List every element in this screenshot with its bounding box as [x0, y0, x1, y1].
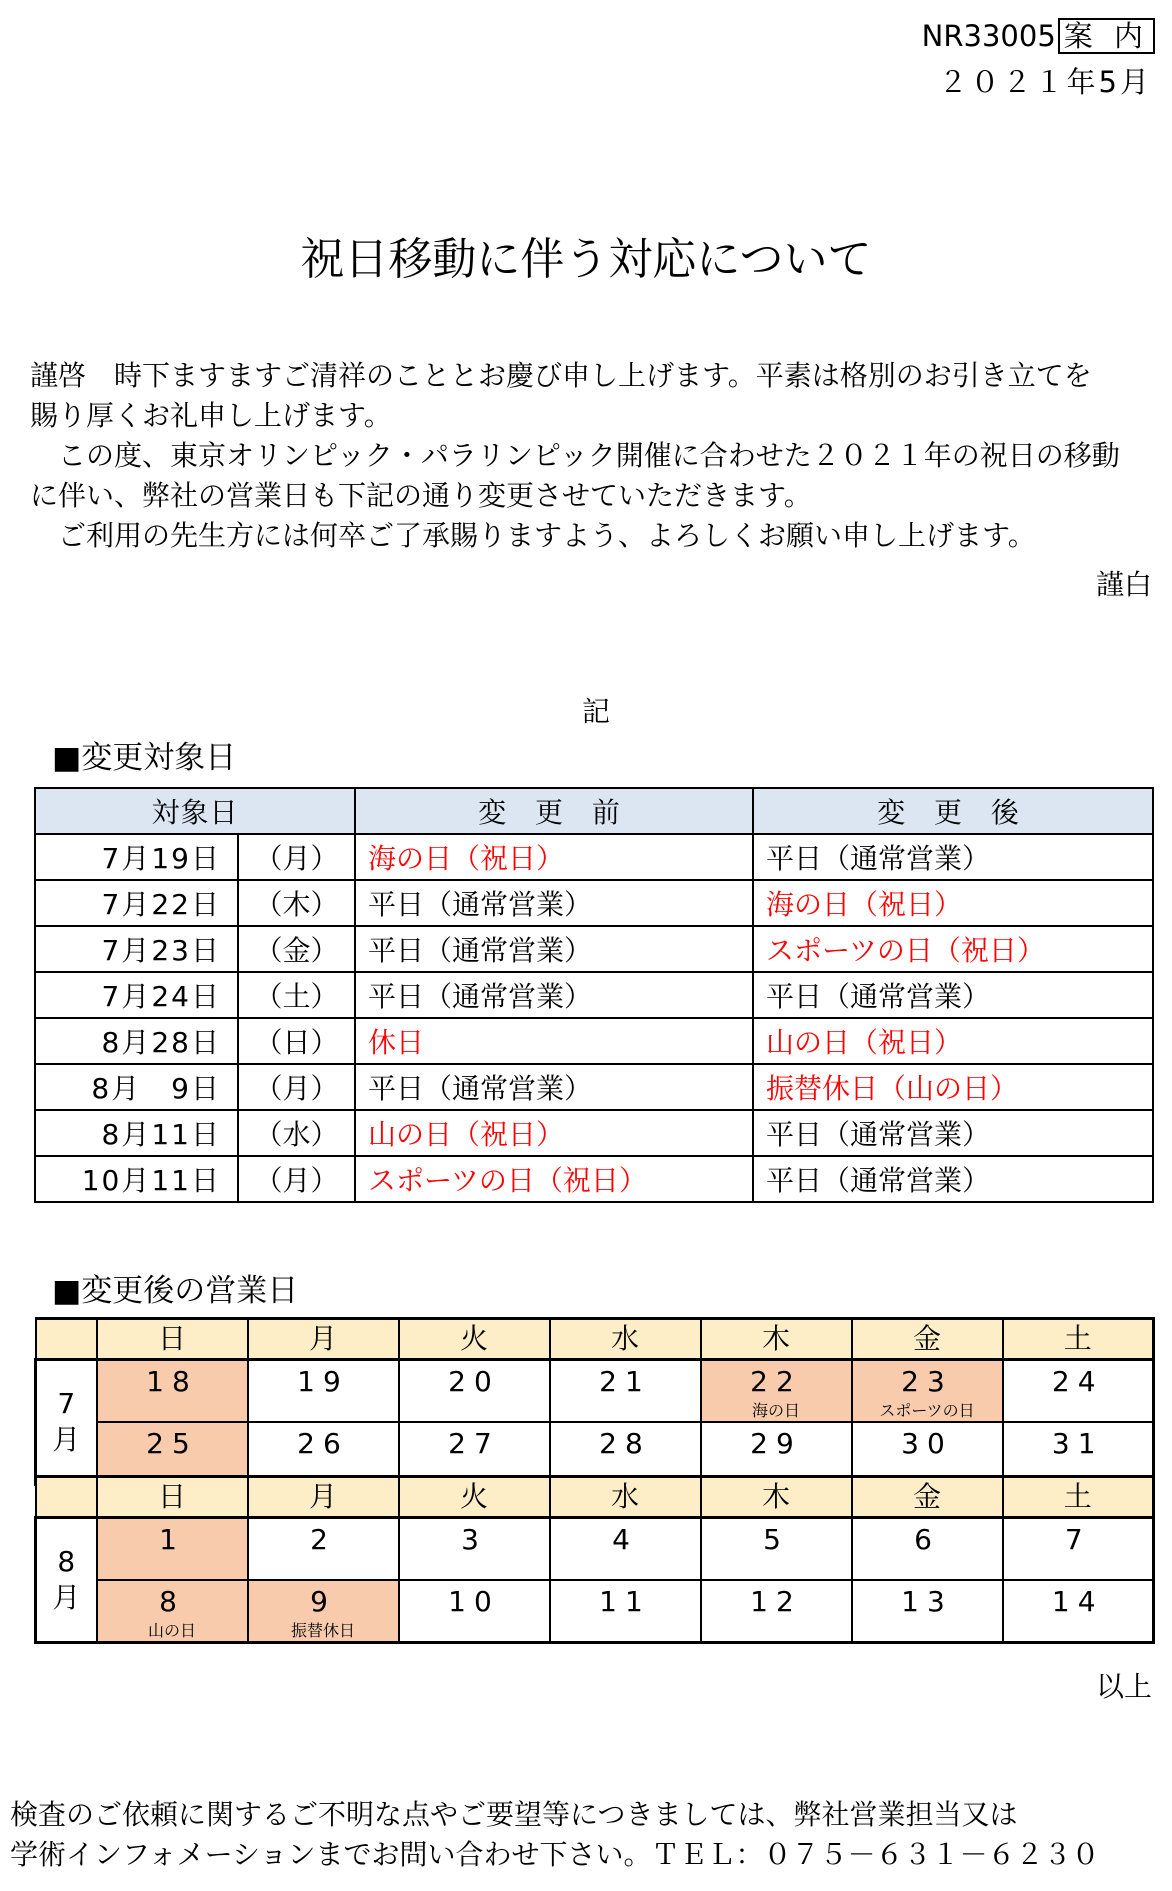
- calendar-day: [701, 1580, 852, 1643]
- calendar-day: [97, 1580, 248, 1643]
- letter-body: [30, 356, 1165, 556]
- weekday-header: 月: [248, 1477, 399, 1518]
- day-number: 14: [1051, 1585, 1104, 1618]
- day-number: 29: [750, 1427, 802, 1460]
- row-date: 8月28日: [35, 1018, 238, 1064]
- row-weekday: （土）: [238, 972, 355, 1018]
- calendar-day: [550, 1580, 701, 1643]
- calendar-day: [248, 1580, 399, 1643]
- day-number: 2: [310, 1523, 336, 1556]
- day-number: 5: [763, 1523, 789, 1556]
- calendar-week-row: [36, 1580, 1154, 1643]
- calendar-august: [34, 1475, 1155, 1644]
- day-number: 10: [448, 1585, 500, 1618]
- footer-line: 検査のご依頼に関するご不明な点やご要望等につきましては、弊社営業担当又は: [10, 1798, 1018, 1831]
- calendar-day: [550, 1360, 701, 1423]
- holiday-note: 山の日: [147, 1621, 196, 1640]
- holiday-note: スポーツの日: [879, 1401, 975, 1420]
- table-row: [35, 1018, 1153, 1064]
- document-code: [922, 18, 1155, 54]
- day-number: 3: [461, 1523, 487, 1556]
- day-number: 30: [901, 1427, 953, 1460]
- day-number: 12: [750, 1585, 802, 1618]
- row-after: 平日（通常営業）: [753, 1110, 1153, 1156]
- row-after: 山の日（祝日）: [753, 1018, 1153, 1064]
- day-number: 28: [599, 1427, 651, 1460]
- calendar-day: [399, 1580, 550, 1643]
- day-number: 1: [159, 1523, 185, 1556]
- day-number: 23: [901, 1365, 953, 1398]
- calendar-day: [852, 1580, 1003, 1643]
- weekday-header: 金: [852, 1477, 1003, 1518]
- day-number: 20: [448, 1365, 500, 1398]
- calendar-day: [399, 1518, 550, 1581]
- body-line: ご利用の先生方には何卒ご了承賜りますよう、よろしくお願い申し上げます。: [30, 519, 1036, 552]
- weekday-header-row: [36, 1319, 1154, 1360]
- day-number: 11: [599, 1585, 651, 1618]
- day-number: 22: [750, 1365, 802, 1398]
- row-date: 7月24日: [35, 972, 238, 1018]
- day-number: 25: [146, 1427, 198, 1460]
- section-heading-calendar: ■変更後の営業日: [52, 1273, 299, 1309]
- row-after: 振替休日（山の日）: [753, 1064, 1153, 1110]
- day-number: 9: [310, 1585, 336, 1618]
- day-number: 31: [1051, 1427, 1104, 1460]
- weekday-header-blank: [36, 1477, 97, 1518]
- weekday-header: 金: [852, 1319, 1003, 1360]
- calendar-july: [34, 1317, 1155, 1486]
- weekday-header: 水: [550, 1319, 701, 1360]
- weekday-header: 木: [701, 1477, 852, 1518]
- row-before: 休日: [355, 1018, 753, 1064]
- doc-type-tag: 案 内: [1058, 18, 1155, 54]
- day-number: 13: [901, 1585, 953, 1618]
- body-line: 謹啓 時下ますますご清祥のこととお慶び申し上げます。平素は格別のお引き立てを: [30, 359, 1092, 392]
- weekday-header: 火: [399, 1477, 550, 1518]
- day-number: 27: [448, 1427, 500, 1460]
- table-row: [35, 834, 1153, 880]
- table-row: [35, 1156, 1153, 1202]
- holiday-note: 海の日: [751, 1401, 800, 1420]
- calendar-day: [550, 1518, 701, 1581]
- day-number: 4: [612, 1523, 638, 1556]
- weekday-header: 木: [701, 1319, 852, 1360]
- day-number: 18: [146, 1365, 198, 1398]
- day-number: 6: [914, 1523, 940, 1556]
- calendar-day: [1003, 1360, 1154, 1423]
- month-label: 8 月: [36, 1518, 97, 1643]
- row-after: 平日（通常営業）: [753, 834, 1153, 880]
- row-date: 7月22日: [35, 880, 238, 926]
- holiday-note: 振替休日: [290, 1621, 355, 1640]
- footer-note: [10, 1795, 1100, 1875]
- calendar-day: [701, 1360, 852, 1423]
- row-weekday: （日）: [238, 1018, 355, 1064]
- calendar-day: [701, 1518, 852, 1581]
- day-number: 21: [599, 1365, 651, 1398]
- weekday-header: 日: [97, 1477, 248, 1518]
- row-weekday: （月）: [238, 1156, 355, 1202]
- calendar-week-row: [36, 1360, 1154, 1423]
- section-heading-changes: ■変更対象日: [52, 740, 237, 776]
- calendar-day: [852, 1360, 1003, 1423]
- weekday-header: 月: [248, 1319, 399, 1360]
- ki-mark: 記: [581, 695, 610, 728]
- table-row: [35, 1110, 1153, 1156]
- change-table: [34, 787, 1154, 1203]
- calendar-day: [1003, 1518, 1154, 1581]
- weekday-header-blank: [36, 1319, 97, 1360]
- row-after: スポーツの日（祝日）: [753, 926, 1153, 972]
- row-after: 平日（通常営業）: [753, 972, 1153, 1018]
- calendar-day: [97, 1360, 248, 1423]
- table-row: [35, 926, 1153, 972]
- row-date: 8月 9日: [35, 1064, 238, 1110]
- body-line: この度、東京オリンピック・パラリンピック開催に合わせた２０２１年の祝日の移動: [30, 439, 1120, 472]
- day-number: 19: [297, 1365, 349, 1398]
- row-weekday: （水）: [238, 1110, 355, 1156]
- row-date: 7月23日: [35, 926, 238, 972]
- body-line: 賜り厚くお礼申し上げます。: [30, 399, 392, 432]
- weekday-header-row: [36, 1477, 1154, 1518]
- calendar-day: [852, 1518, 1003, 1581]
- page-title: 祝日移動に伴う対応について: [300, 234, 872, 285]
- row-before: 平日（通常営業）: [355, 926, 753, 972]
- row-after: 平日（通常営業）: [753, 1156, 1153, 1202]
- calendar-day: [248, 1360, 399, 1423]
- weekday-header: 火: [399, 1319, 550, 1360]
- row-before: 山の日（祝日）: [355, 1110, 753, 1156]
- row-weekday: （木）: [238, 880, 355, 926]
- row-date: 7月19日: [35, 834, 238, 880]
- row-before: 平日（通常営業）: [355, 1064, 753, 1110]
- weekday-header: 日: [97, 1319, 248, 1360]
- row-weekday: （月）: [238, 1064, 355, 1110]
- row-date: 10月11日: [35, 1156, 238, 1202]
- row-after: 海の日（祝日）: [753, 880, 1153, 926]
- calendar-week-row: [36, 1518, 1154, 1581]
- row-weekday: （月）: [238, 834, 355, 880]
- calendar-day: [248, 1518, 399, 1581]
- calendar-day: [1003, 1580, 1154, 1643]
- weekday-header: 土: [1003, 1477, 1154, 1518]
- table-row: [35, 1064, 1153, 1110]
- row-before: 平日（通常営業）: [355, 880, 753, 926]
- day-number: 24: [1051, 1365, 1104, 1398]
- day-number: 26: [297, 1427, 349, 1460]
- row-before: 海の日（祝日）: [355, 834, 753, 880]
- day-number: 8: [159, 1585, 185, 1618]
- body-line: に伴い、弊社の営業日も下記の通り変更させていただきます。: [30, 479, 812, 512]
- header-target-date: 対象日: [35, 788, 355, 834]
- table-row: [35, 972, 1153, 1018]
- calendar-day: [97, 1518, 248, 1581]
- document-date: ２０２１年5月: [938, 65, 1152, 99]
- row-weekday: （金）: [238, 926, 355, 972]
- row-before: スポーツの日（祝日）: [355, 1156, 753, 1202]
- header-before: 変 更 前: [355, 788, 753, 834]
- row-before: 平日（通常営業）: [355, 972, 753, 1018]
- weekday-header: 土: [1003, 1319, 1154, 1360]
- header-after: 変 更 後: [753, 788, 1153, 834]
- closing-word: 謹白: [1095, 568, 1152, 601]
- day-number: 7: [1064, 1523, 1091, 1556]
- row-date: 8月11日: [35, 1110, 238, 1156]
- month-label: 7 月: [36, 1360, 97, 1485]
- table-row: [35, 880, 1153, 926]
- footer-line: 学術インフォメーションまでお問い合わせ下さい。ＴＥＬ：０７５－６３１－６２３０: [10, 1838, 1100, 1871]
- weekday-header: 水: [550, 1477, 701, 1518]
- calendar-day: [399, 1360, 550, 1423]
- doc-code-number: NR33005: [921, 19, 1056, 53]
- ijou-closing: 以上: [1095, 1670, 1152, 1703]
